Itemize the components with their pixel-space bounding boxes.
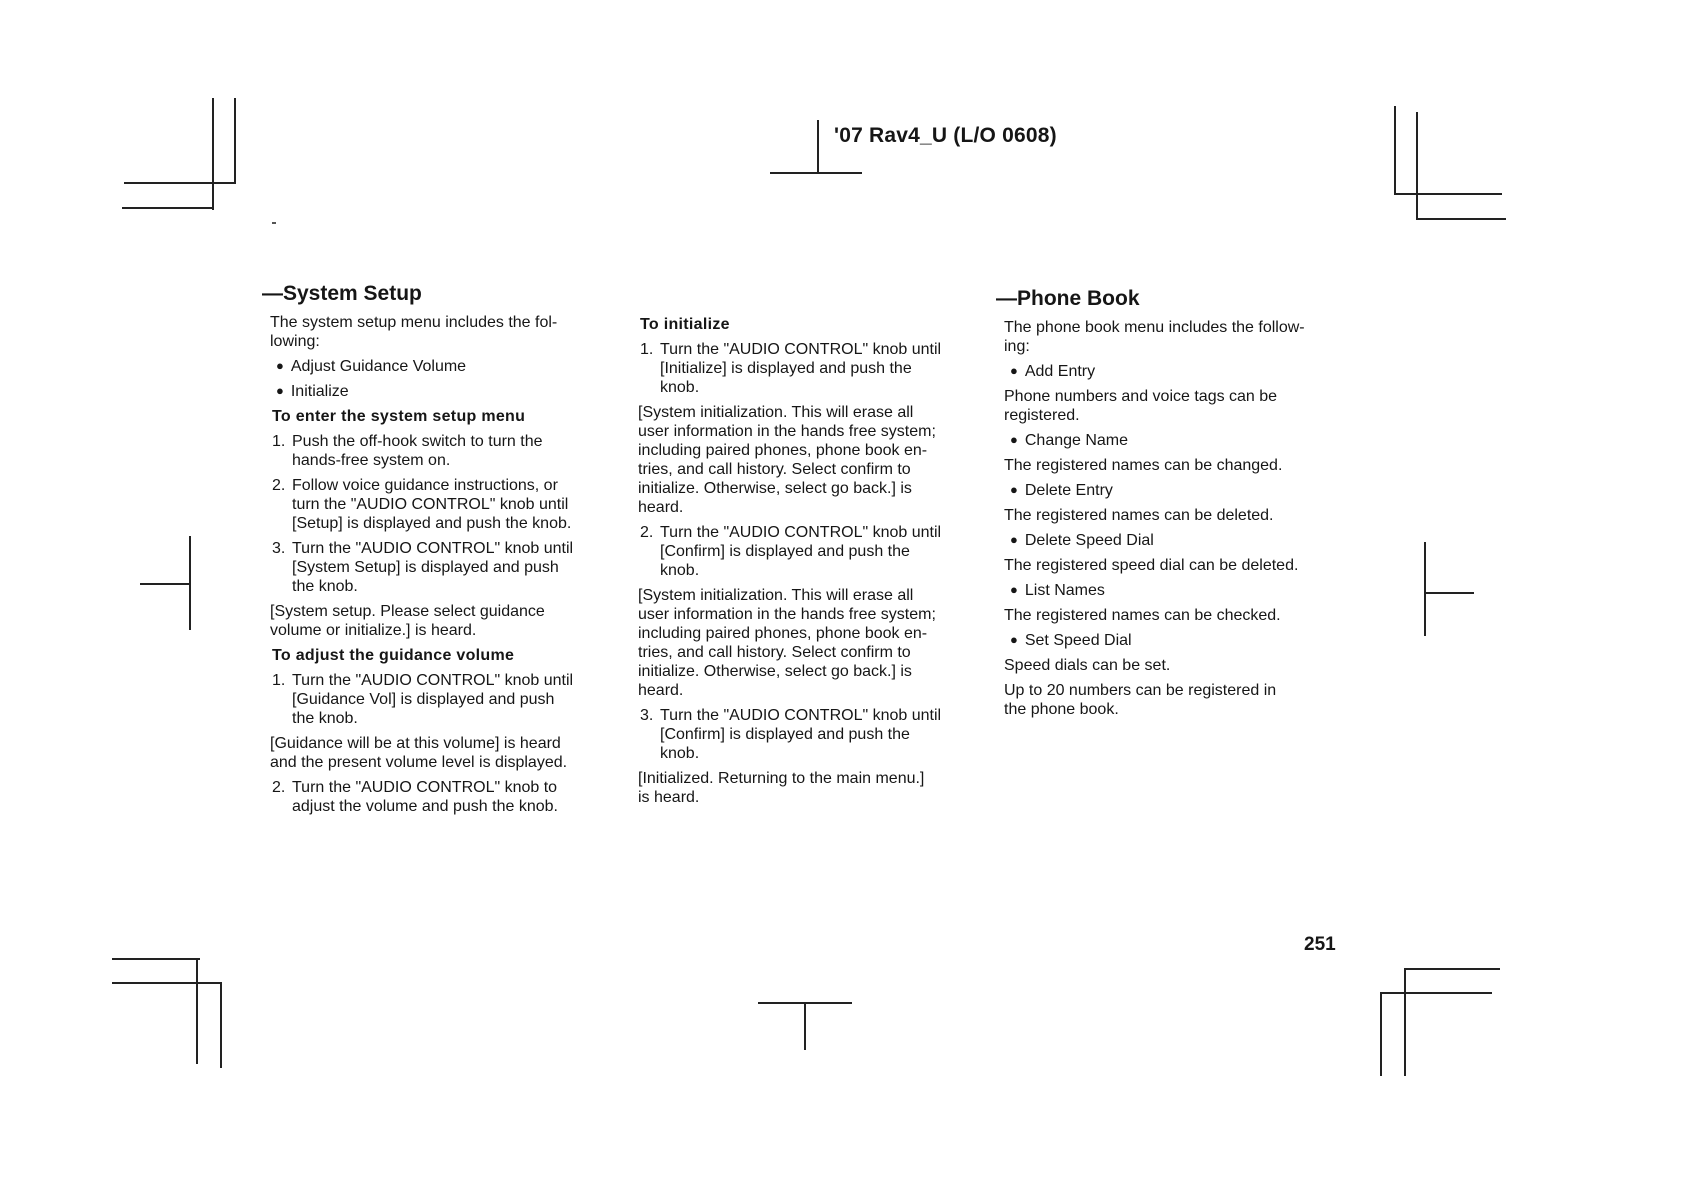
voice-prompt-note: [System initialization. This will erase all user information in the hands free system; including paired phones, phone book en- tries, and call history. Select confirm to initialize. Otherwise, select go back.] is heard. <box>638 404 936 516</box>
bullet-item: ● Adjust Guidance Volume <box>276 357 625 376</box>
step-item: 2. Turn the "AUDIO CONTROL" knob until [Confirm] is displayed and push the knob. <box>640 524 942 579</box>
phone-book-title: —Phone Book <box>996 287 1140 310</box>
system-setup-title: —System Setup <box>262 282 422 305</box>
initialize-column <box>638 311 978 813</box>
crop-mark <box>112 982 222 984</box>
bullet-description: The registered names can be changed. <box>1004 457 1283 474</box>
bullet-description: The registered speed dial can be deleted. <box>1004 557 1299 574</box>
crop-mark <box>112 958 200 960</box>
bullet-item: ● Initialize <box>276 382 625 401</box>
crop-mark <box>804 1002 806 1050</box>
bullet-item: ● Set Speed Dial <box>1010 631 1344 650</box>
adjust-volume-steps <box>270 671 625 728</box>
initialize-steps <box>638 706 978 763</box>
bullet-item: ● Delete Speed Dial <box>1010 531 1344 550</box>
bullet-description: Phone numbers and voice tags can be registered. <box>1004 388 1278 424</box>
voice-prompt-note: [Initialized. Returning to the main menu.] is heard. <box>638 770 925 806</box>
crop-mark <box>1416 112 1418 218</box>
bullet-item: ● Add Entry <box>1010 362 1344 381</box>
step-item: 1. Push the off-hook switch to turn the hands-free system on. <box>272 433 543 469</box>
bullet-item: ● Change Name <box>1010 431 1344 450</box>
enter-setup-heading: To enter the system setup menu <box>272 408 526 425</box>
voice-prompt-note: [System setup. Please select guidance volume or initialize.] is heard. <box>270 603 545 639</box>
step-item: 3. Turn the "AUDIO CONTROL" knob until [System Setup] is displayed and push the knob. <box>272 540 574 595</box>
crop-mark <box>1416 218 1506 220</box>
system-setup-intro: The system setup menu includes the fol- lowing: <box>270 314 558 350</box>
bullet-description: The registered names can be checked. <box>1004 607 1281 624</box>
enter-setup-steps <box>270 432 625 596</box>
crop-mark <box>1424 542 1426 636</box>
initialize-steps <box>638 340 978 397</box>
crop-mark <box>817 120 819 174</box>
crop-mark <box>124 182 236 184</box>
adjust-volume-heading: To adjust the guidance volume <box>272 647 515 664</box>
step-item: 2. Turn the "AUDIO CONTROL" knob to adjust the volume and push the knob. <box>272 779 558 815</box>
crop-mark <box>1380 992 1382 1076</box>
crop-mark <box>122 207 214 209</box>
step-item: 1. Turn the "AUDIO CONTROL" knob until [Guidance Vol] is displayed and push the knob. <box>272 672 574 727</box>
crop-mark <box>196 958 198 1064</box>
step-item: 2. Follow voice guidance instructions, or turn the "AUDIO CONTROL" knob until [Setup] is displayed and push the knob. <box>272 477 572 532</box>
crop-mark <box>770 172 862 174</box>
page-number: 251 <box>1304 934 1336 955</box>
bullet-item: ● List Names <box>1010 581 1344 600</box>
crop-mark <box>220 982 222 1068</box>
phone-book-footer: Up to 20 numbers can be registered in the phone book. <box>1004 682 1277 718</box>
voice-prompt-note: [System initialization. This will erase all user information in the hands free system; including paired phones, phone book en- tries, and call history. Select confirm to initialize. Otherwise, select go back.] is heard. <box>638 587 936 699</box>
step-item: 1. Turn the "AUDIO CONTROL" knob until [Initialize] is displayed and push the knob. <box>640 341 942 396</box>
voice-prompt-note: [Guidance will be at this volume] is heard and the present volume level is displayed. <box>270 735 568 771</box>
crop-mark <box>140 583 190 585</box>
bullet-description: Speed dials can be set. <box>1004 657 1171 674</box>
crop-mark <box>1394 193 1502 195</box>
adjust-volume-steps <box>270 778 625 816</box>
phone-book-intro: The phone book menu includes the follow- ing: <box>1004 319 1305 355</box>
crop-mark <box>1424 592 1474 594</box>
scan-speck <box>272 222 276 224</box>
crop-mark <box>234 98 236 184</box>
initialize-heading: To initialize <box>640 316 730 333</box>
step-item: 3. Turn the "AUDIO CONTROL" knob until [Confirm] is displayed and push the knob. <box>640 707 942 762</box>
crop-mark <box>212 98 214 210</box>
initialize-steps <box>638 523 978 580</box>
bullet-description: The registered names can be deleted. <box>1004 507 1274 524</box>
crop-mark <box>1404 968 1500 970</box>
document-header: '07 Rav4_U (L/O 0608) <box>834 124 1057 147</box>
crop-mark <box>1394 106 1396 194</box>
phone-book-column <box>996 286 1344 725</box>
crop-mark <box>1404 968 1406 1076</box>
bullet-item: ● Delete Entry <box>1010 481 1344 500</box>
crop-mark <box>1380 992 1492 994</box>
system-setup-column <box>262 281 625 822</box>
